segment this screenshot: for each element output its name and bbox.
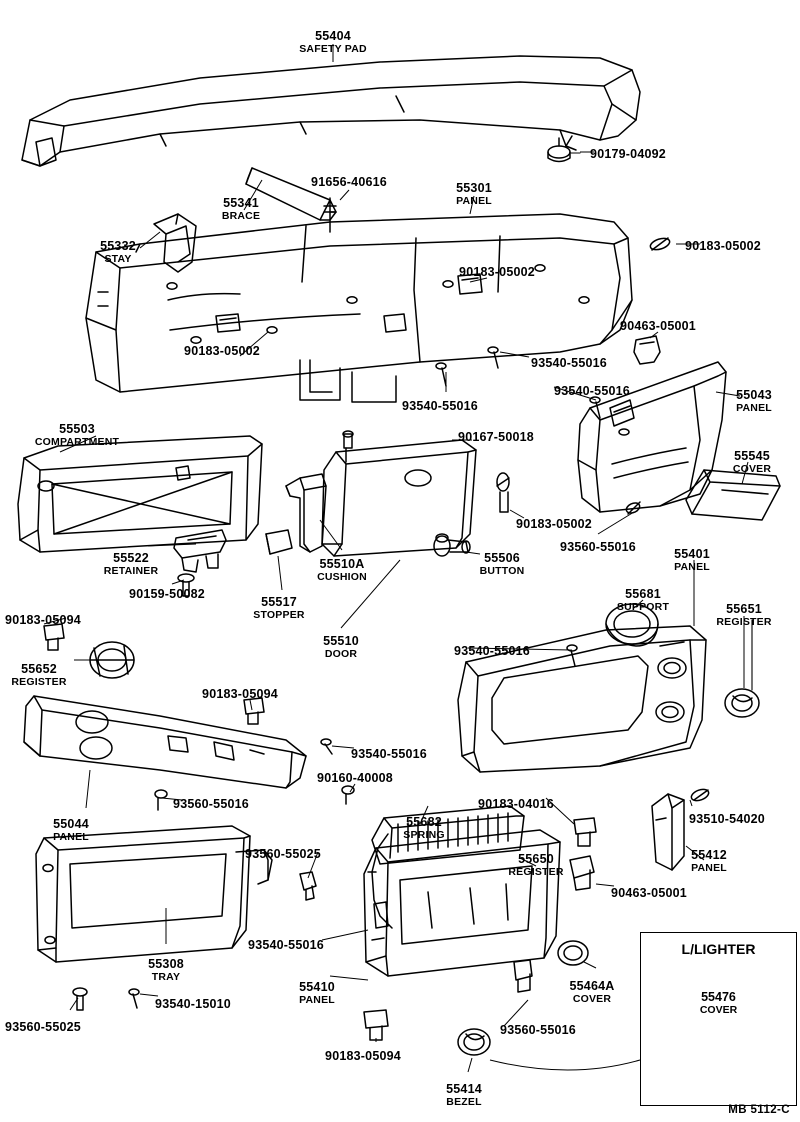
part-number: 93540-55016	[454, 644, 530, 658]
part-number: 55332	[100, 239, 136, 253]
part-name: PANEL	[53, 830, 89, 843]
part-number: 90183-05002	[685, 239, 761, 253]
inset-part-name: COVER	[699, 1003, 738, 1016]
part-number: 55681	[625, 587, 661, 601]
part-label-93540-15010	[133, 998, 253, 1012]
part-55503-compartment	[18, 436, 262, 552]
part-number: 90183-05002	[184, 344, 260, 358]
part-number: 90183-05094	[202, 687, 278, 701]
part-label-93560-55016	[478, 1024, 598, 1038]
part-number: 55510	[323, 634, 359, 648]
part-name: COVER	[732, 462, 772, 475]
part-number: 90463-05001	[611, 886, 687, 900]
part-number: 93560-55025	[245, 847, 321, 861]
part-55651-register	[725, 689, 759, 717]
part-number: 93540-15010	[155, 997, 231, 1011]
part-name: PANEL	[736, 401, 772, 414]
part-number: 55545	[734, 449, 770, 463]
part-number: 90183-05002	[459, 265, 535, 279]
part-name: PANEL	[456, 194, 492, 207]
part-label-55506	[442, 552, 562, 577]
part-number: 55464A	[569, 979, 615, 993]
part-number: 55650	[518, 852, 554, 866]
part-number: 55404	[315, 29, 351, 43]
part-label-55401	[632, 548, 752, 573]
fastener-93560-55025	[73, 988, 87, 1010]
part-label-90463-05001	[589, 887, 709, 901]
part-label-90183-05094	[0, 614, 103, 628]
part-label-55652	[0, 663, 99, 688]
part-label-93510-54020	[667, 813, 787, 827]
part-number: 55401	[674, 547, 710, 561]
fastener-93540-55016-b	[436, 363, 446, 386]
fastener-90183-05002-c	[497, 473, 509, 512]
part-label-55510a	[282, 558, 402, 583]
part-label-55545	[692, 450, 800, 475]
part-number: 93560-55016	[500, 1023, 576, 1037]
fastener-90183-04016	[574, 818, 596, 846]
part-name: REGISTER	[716, 615, 772, 628]
fastener-90183-05094-b	[244, 698, 264, 724]
part-label-90183-05002	[437, 266, 557, 280]
part-label-90463-05001	[598, 320, 718, 334]
part-number: 90160-40008	[317, 771, 393, 785]
part-label-93540-55016	[509, 357, 629, 371]
part-number: 90159-50082	[129, 587, 205, 601]
part-name: STAY	[104, 252, 132, 265]
part-number: 93540-55016	[351, 747, 427, 761]
part-name: BRACE	[221, 209, 261, 222]
part-number: 55341	[223, 196, 259, 210]
part-label-55044	[11, 818, 131, 843]
part-name: BEZEL	[446, 1095, 482, 1108]
part-name: PANEL	[691, 861, 727, 874]
part-number: 55044	[53, 817, 89, 831]
part-label-55682	[364, 816, 484, 841]
part-label-55522	[71, 552, 191, 577]
part-55517-stopper	[266, 530, 292, 554]
part-label-90183-05002	[663, 240, 783, 254]
part-name: SUPPORT	[616, 600, 670, 613]
part-number: 90183-04016	[478, 797, 554, 811]
part-label-93560-55025	[223, 848, 343, 862]
part-number: 90167-50018	[458, 430, 534, 444]
part-name: TRAY	[151, 970, 181, 983]
part-label-90159-50082	[107, 588, 227, 602]
part-number: 55506	[484, 551, 520, 565]
part-number: 90179-04092	[590, 147, 666, 161]
part-label-93560-55016	[151, 798, 271, 812]
fastener-90463-05001-upper	[634, 336, 660, 364]
part-name: RETAINER	[103, 564, 159, 577]
part-number: 55043	[736, 388, 772, 402]
part-label-55650	[476, 853, 596, 878]
part-number: 55414	[446, 1082, 482, 1096]
part-label-93540-55016	[532, 385, 652, 399]
part-label-90183-05002	[162, 345, 282, 359]
part-name: PANEL	[674, 560, 710, 573]
fastener-93510-54020	[690, 787, 710, 803]
part-label-55503	[17, 423, 137, 448]
part-number: 55301	[456, 181, 492, 195]
part-number: 93560-55016	[560, 540, 636, 554]
part-label-55301	[414, 182, 534, 207]
part-label-55404	[273, 30, 393, 55]
part-number: 55410	[299, 980, 335, 994]
part-number: 93540-55016	[402, 399, 478, 413]
part-number: 55412	[691, 848, 727, 862]
part-label-91656-40616	[289, 176, 409, 190]
part-name: PANEL	[299, 993, 335, 1006]
figure-code: MB 5112-C	[728, 1104, 790, 1116]
inset-part-number: 55476	[701, 990, 736, 1004]
part-55545-cover	[686, 470, 780, 520]
part-name: REGISTER	[508, 865, 564, 878]
inset-part-caption	[641, 991, 796, 1016]
part-label-55464a	[532, 980, 652, 1005]
fastener-90183-05094-a	[44, 624, 64, 650]
fastener-90167-50018	[343, 431, 353, 462]
part-55510-door	[322, 440, 476, 556]
part-number: 93560-55025	[5, 1020, 81, 1034]
part-number: 55682	[406, 815, 442, 829]
fastener-90183-05094-c	[364, 1010, 388, 1040]
part-name: COMPARTMENT	[34, 435, 120, 448]
part-number: 55651	[726, 602, 762, 616]
part-55404-safety-pad	[22, 56, 640, 166]
part-number: 55308	[148, 957, 184, 971]
part-number: 90183-05002	[516, 517, 592, 531]
part-label-55308	[106, 958, 226, 983]
part-number: 55517	[261, 595, 297, 609]
part-number: 93540-55016	[554, 384, 630, 398]
fastener-90179-04092	[548, 138, 570, 162]
part-number: 93510-54020	[689, 812, 765, 826]
fastener-93560-55016-c	[514, 960, 532, 992]
inset-title: L/LIGHTER	[681, 941, 756, 957]
part-name: COVER	[572, 992, 612, 1005]
part-number: 55652	[21, 662, 57, 676]
part-55464a-cover	[558, 941, 588, 965]
part-number: 93560-55016	[173, 797, 249, 811]
part-label-55414	[404, 1083, 524, 1108]
part-name: CUSHION	[317, 570, 367, 583]
part-name: REGISTER	[11, 675, 67, 688]
part-name: SPRING	[403, 828, 445, 841]
part-label-90183-05094	[180, 688, 300, 702]
part-number: 55522	[113, 551, 149, 565]
part-label-55651	[684, 603, 800, 628]
part-name: BUTTON	[479, 564, 525, 577]
part-label-90167-50018	[436, 431, 556, 445]
part-label-55332	[58, 240, 178, 265]
part-label-90183-05002	[494, 518, 614, 532]
part-number: 91656-40616	[311, 175, 387, 189]
part-number: 55510A	[319, 557, 365, 571]
part-label-90179-04092	[568, 148, 688, 162]
part-label-55341	[181, 197, 301, 222]
part-number: 93540-55016	[248, 938, 324, 952]
part-label-93560-55025	[0, 1021, 103, 1035]
part-label-55510	[281, 635, 401, 660]
part-55510a-cushion	[286, 474, 326, 552]
part-label-55043	[694, 389, 800, 414]
part-number: 90183-05094	[5, 613, 81, 627]
part-name: STOPPER	[253, 608, 305, 621]
part-label-93540-55016	[226, 939, 346, 953]
part-name: DOOR	[324, 647, 358, 660]
inset-lighter-box	[640, 932, 797, 1106]
part-label-55410	[257, 981, 377, 1006]
part-label-90183-04016	[456, 798, 576, 812]
part-number: 93540-55016	[531, 356, 607, 370]
part-label-93540-55016	[380, 400, 500, 414]
part-number: 90463-05001	[620, 319, 696, 333]
part-label-90160-40008	[295, 772, 415, 786]
part-label-93540-55016	[432, 645, 552, 659]
part-number: 55503	[59, 422, 95, 436]
part-label-90183-05094	[303, 1050, 423, 1064]
part-label-55412	[649, 849, 769, 874]
part-label-55517	[219, 596, 339, 621]
part-number: 90183-05094	[325, 1049, 401, 1063]
fastener-93560-55025-b	[300, 872, 316, 900]
part-name: SAFETY PAD	[299, 42, 367, 55]
part-label-93540-55016	[329, 748, 449, 762]
